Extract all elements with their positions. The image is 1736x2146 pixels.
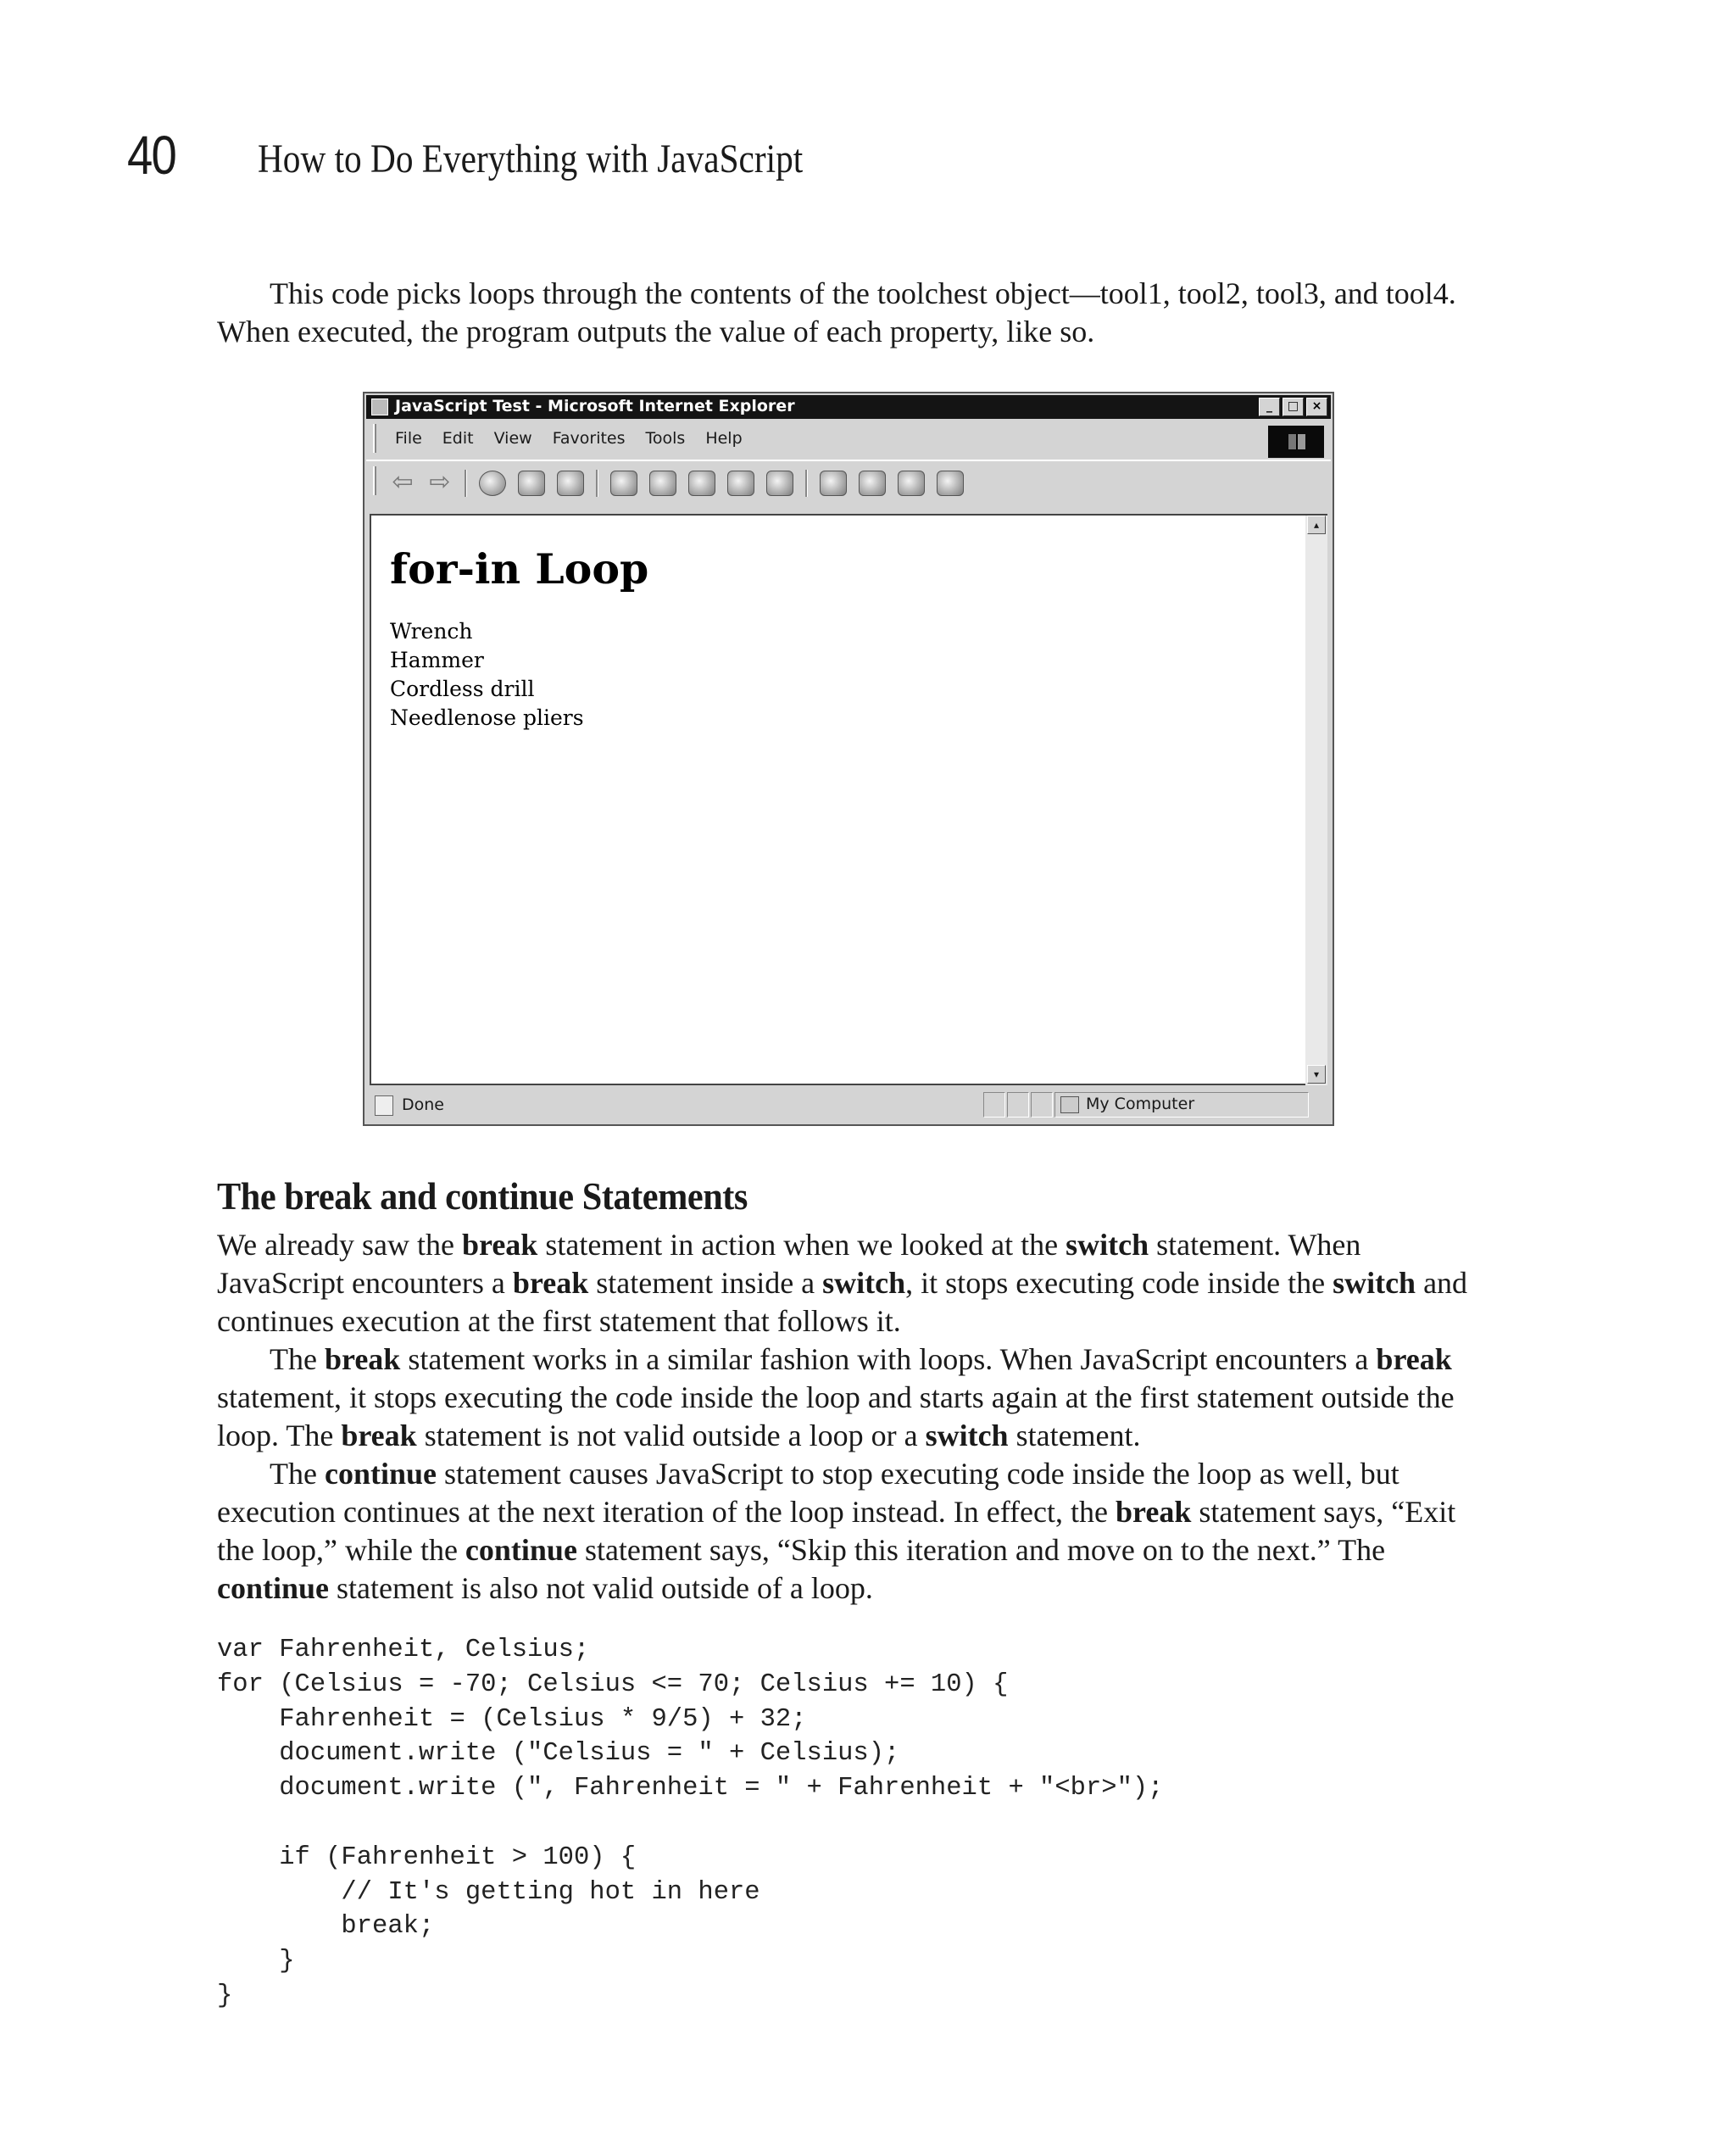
paragraph — [217, 1226, 1472, 1341]
toolbar-separator — [805, 470, 808, 497]
toolbar-buttons — [390, 467, 964, 497]
code-line: if (Fahrenheit > 100) { — [217, 1842, 637, 1872]
menu-item-favorites[interactable]: Favorites — [552, 429, 626, 448]
mail-icon[interactable] — [766, 471, 793, 496]
text-run: statement in action when we looked at the — [537, 1228, 1066, 1262]
text-run: statement says, “Skip this iteration and move on to the next.” The — [576, 1533, 1386, 1567]
keyword-term: switch — [1066, 1228, 1149, 1262]
keyword-term: switch — [1333, 1266, 1416, 1300]
toolbar-grip-icon — [373, 466, 376, 495]
refresh-icon[interactable] — [518, 471, 545, 496]
section-body — [217, 1226, 1472, 1608]
text-run: statement says, “Exit the loop,” while the — [217, 1495, 1456, 1567]
code-listing — [217, 1633, 1163, 2014]
menu-item-file[interactable]: File — [395, 429, 422, 448]
code-line: break; — [217, 1912, 435, 1942]
code-line: document.write ("Celsius = " + Celsius); — [217, 1739, 900, 1769]
text-run: statement is also not valid outside of a loop. — [329, 1571, 873, 1605]
text-run: statement causes JavaScript to stop executing code inside the loop as well, but execution continues at the next iteration of the loop instead. In effect, the — [217, 1457, 1399, 1529]
menu-item-help[interactable]: Help — [705, 429, 743, 448]
menu-item-tools[interactable]: Tools — [645, 429, 686, 448]
window-controls — [1259, 398, 1327, 416]
search-icon[interactable] — [610, 471, 637, 496]
text-run: statement inside a — [588, 1266, 823, 1300]
scroll-down-button[interactable]: ▾ — [1307, 1065, 1326, 1084]
forward-icon[interactable]: ⇨ — [429, 467, 451, 497]
text-run: The — [270, 1457, 325, 1491]
page-viewport — [370, 514, 1305, 1085]
code-line: document.write (", Fahrenheit = " + Fahrenheit + "<br>"); — [217, 1774, 1164, 1803]
print-icon[interactable] — [820, 471, 847, 496]
keyword-term: continue — [217, 1571, 330, 1605]
history-icon[interactable] — [727, 471, 754, 496]
zone-text: My Computer — [1086, 1095, 1195, 1113]
status-pane — [983, 1092, 1005, 1118]
text-run: We already saw the — [217, 1228, 462, 1262]
toolbar-separator — [596, 470, 598, 497]
edit-icon[interactable] — [859, 471, 886, 496]
vertical-scrollbar[interactable] — [1305, 514, 1327, 1085]
title-bar — [366, 395, 1331, 419]
maximize-button[interactable]: □ — [1283, 398, 1304, 416]
paragraph — [217, 1341, 1472, 1455]
keyword-term: break — [1115, 1495, 1192, 1529]
stop-icon[interactable] — [479, 471, 506, 496]
keyword-term: continue — [465, 1533, 577, 1567]
text-run: statement. — [1008, 1419, 1141, 1452]
text-run: and continues execution at the first statement that follows it. — [217, 1266, 1468, 1338]
status-bar — [366, 1089, 1331, 1123]
keyword-term: continue — [324, 1457, 437, 1491]
status-text: Done — [402, 1095, 444, 1114]
page-heading: for-in Loop — [390, 544, 649, 594]
section-heading: The break and continue Statements — [217, 1174, 748, 1218]
text-run: The — [270, 1342, 325, 1376]
menu-bar — [366, 421, 1331, 456]
favorites-icon[interactable] — [649, 471, 676, 496]
keyword-term: break — [461, 1228, 538, 1262]
intro-paragraph: This code picks loops through the contents of the toolchest object—tool1, tool2, tool3, and tool4. When executed, the program outputs the value of each property, like so. — [217, 276, 1456, 348]
list-item: Hammer — [390, 648, 484, 672]
window-title: JavaScript Test - Microsoft Internet Explorer — [395, 397, 795, 415]
menu-items — [395, 429, 743, 448]
list-item: Wrench — [390, 619, 473, 644]
menu-grip-icon — [373, 424, 376, 453]
code-line: Fahrenheit = (Celsius * 9/5) + 32; — [217, 1704, 807, 1734]
messenger-icon[interactable] — [937, 471, 964, 496]
keyword-term: break — [341, 1419, 417, 1452]
code-line: // It's getting hot in here — [217, 1877, 760, 1907]
book-title: How to Do Everything with JavaScript — [258, 137, 804, 181]
list-item: Cordless drill — [390, 677, 535, 701]
code-line: } — [217, 1981, 233, 2010]
keyword-term: break — [512, 1266, 589, 1300]
code-line: for (Celsius = -70; Celsius <= 70; Celsius += 10) { — [217, 1669, 1009, 1699]
code-line: var Fahrenheit, Celsius; — [217, 1636, 590, 1664]
text-run: statement, it stops executing the code inside the loop and starts again at the first statement outside the loop. The — [217, 1380, 1455, 1452]
ie-app-icon — [371, 399, 388, 415]
close-button[interactable]: × — [1306, 398, 1327, 416]
text-run: statement. When JavaScript encounters a — [217, 1228, 1361, 1300]
back-icon[interactable]: ⇦ — [392, 467, 414, 497]
status-pane — [1031, 1092, 1053, 1118]
computer-icon — [1060, 1096, 1079, 1113]
discuss-icon[interactable] — [898, 471, 925, 496]
keyword-term: switch — [822, 1266, 906, 1300]
windows-logo-icon — [1268, 426, 1324, 458]
media-icon[interactable] — [688, 471, 715, 496]
paragraph — [217, 1455, 1472, 1608]
keyword-term: switch — [925, 1419, 1009, 1452]
toolbar — [366, 460, 1331, 500]
home-icon[interactable] — [557, 471, 584, 496]
code-line: } — [217, 1947, 295, 1976]
code-line — [217, 1806, 1163, 1841]
menu-item-view[interactable]: View — [493, 429, 532, 448]
keyword-term: break — [324, 1342, 401, 1376]
text-run: statement works in a similar fashion with loops. When JavaScript encounters a — [400, 1342, 1377, 1376]
ie-window — [363, 392, 1334, 1126]
menu-item-edit[interactable]: Edit — [442, 429, 474, 448]
text-run: statement is not valid outside a loop or a — [416, 1419, 926, 1452]
toolbar-separator — [465, 470, 467, 497]
page-number: 40 — [127, 125, 176, 186]
tool-list — [390, 617, 584, 733]
page-icon — [375, 1095, 393, 1116]
status-pane — [1007, 1092, 1029, 1118]
list-item: Needlenose pliers — [390, 705, 584, 730]
scroll-up-button[interactable]: ▴ — [1307, 516, 1326, 534]
zone-pane — [1054, 1092, 1309, 1118]
minimize-button[interactable]: _ — [1259, 398, 1280, 416]
text-run: , it stops executing code inside the — [905, 1266, 1333, 1300]
intro-text — [217, 275, 1472, 351]
keyword-term: break — [1376, 1342, 1452, 1376]
